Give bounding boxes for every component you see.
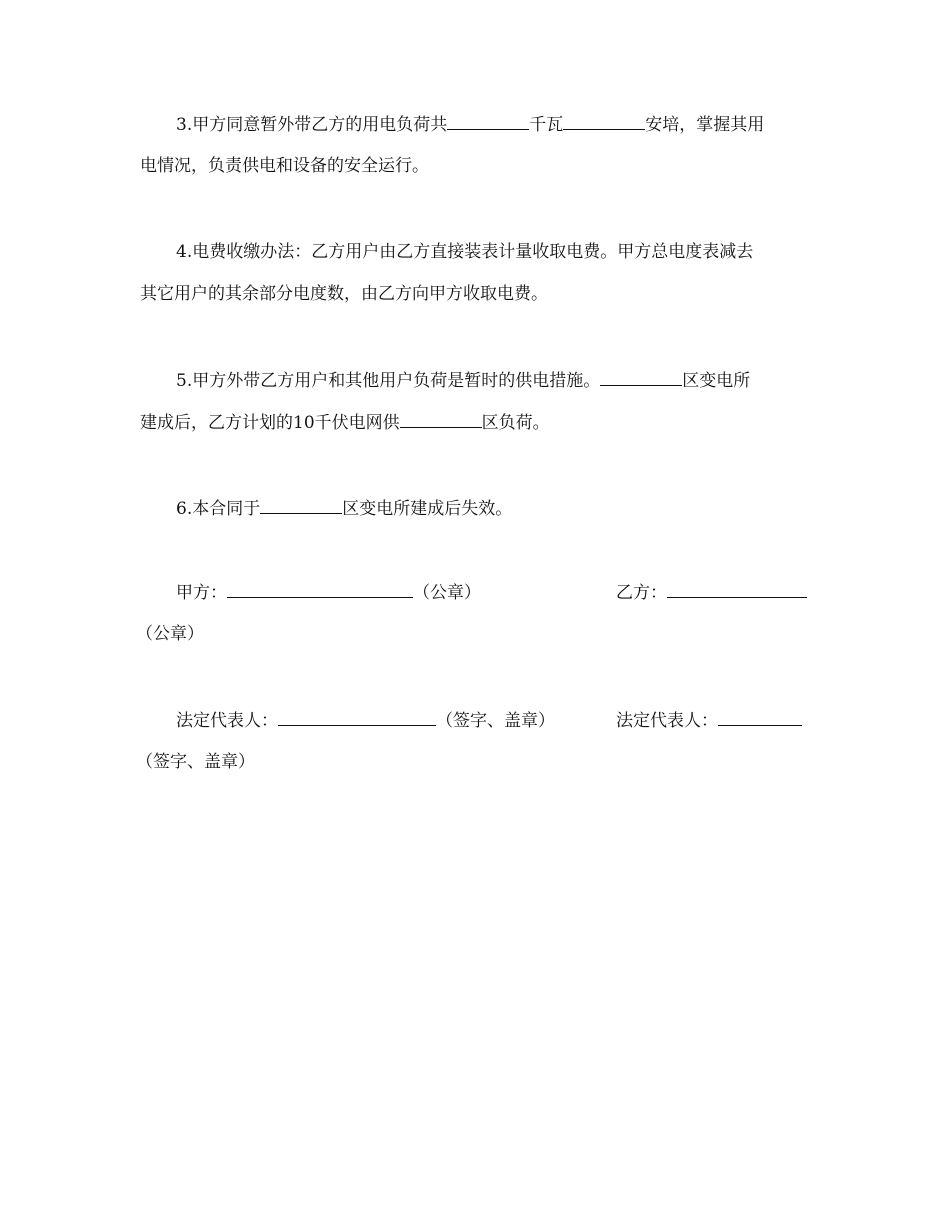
clause-4-line-1: 4.电费收缴办法：乙方用户由乙方直接装表计量收取电费。甲方总电度表减去 <box>176 242 754 262</box>
clause-5-text-a: 5.甲方外带乙方用户和其他用户负荷是暂时的供电措施。 <box>176 371 601 391</box>
party-b-block <box>616 580 807 605</box>
clause-6-text-a: 6.本合同于 <box>176 499 261 519</box>
expiry-substation-blank[interactable] <box>260 496 342 514</box>
load-ampere-blank[interactable] <box>563 112 645 130</box>
representative-signature-line <box>140 708 812 733</box>
rep-a-note: （签字、盖章） <box>436 711 555 731</box>
clause-3-text-a: 3.甲方同意暂外带乙方的用电负荷共 <box>176 115 448 135</box>
rep-a-label: 法定代表人： <box>176 711 278 731</box>
rep-b-block <box>616 708 802 733</box>
party-a-label: 甲方： <box>176 583 227 603</box>
party-signature-line <box>140 580 812 605</box>
party-b-seal: （公章） <box>136 624 204 644</box>
substation-name-blank[interactable] <box>600 368 682 386</box>
rep-b-signature-blank[interactable] <box>718 708 802 726</box>
clause-5-text-c: 建成后，乙方计划的10千伏电网供 <box>140 413 400 433</box>
clause-6-line <box>140 496 812 521</box>
clause-5-line-1 <box>140 368 812 393</box>
clause-5-line-2 <box>140 410 812 435</box>
supply-area-blank[interactable] <box>400 410 482 428</box>
rep-b-note: （签字、盖章） <box>136 752 255 772</box>
clause-5-text-d: 区负荷。 <box>481 413 550 433</box>
document-page <box>136 0 812 1230</box>
clause-3-line-2: 电情况，负责供电和设备的安全运行。 <box>140 156 429 176</box>
rep-a-signature-blank[interactable] <box>278 708 436 726</box>
rep-b-label: 法定代表人： <box>616 711 718 731</box>
clause-3-text-c: 安培，掌握其用 <box>645 115 765 135</box>
party-b-label: 乙方： <box>616 583 667 603</box>
clause-6-text-b: 区变电所建成后失效。 <box>342 499 513 519</box>
party-a-seal: （公章） <box>413 583 481 603</box>
party-a-name-blank[interactable] <box>227 580 413 598</box>
clause-5-text-b: 区变电所 <box>682 371 751 391</box>
load-kw-blank[interactable] <box>447 112 529 130</box>
clause-3-text-b: 千瓦 <box>529 115 564 135</box>
party-b-name-blank[interactable] <box>667 580 807 598</box>
clause-4-line-2: 其它用户的其余部分电度数，由乙方向甲方收取电费。 <box>140 284 548 304</box>
clause-3-line-1 <box>140 112 812 137</box>
